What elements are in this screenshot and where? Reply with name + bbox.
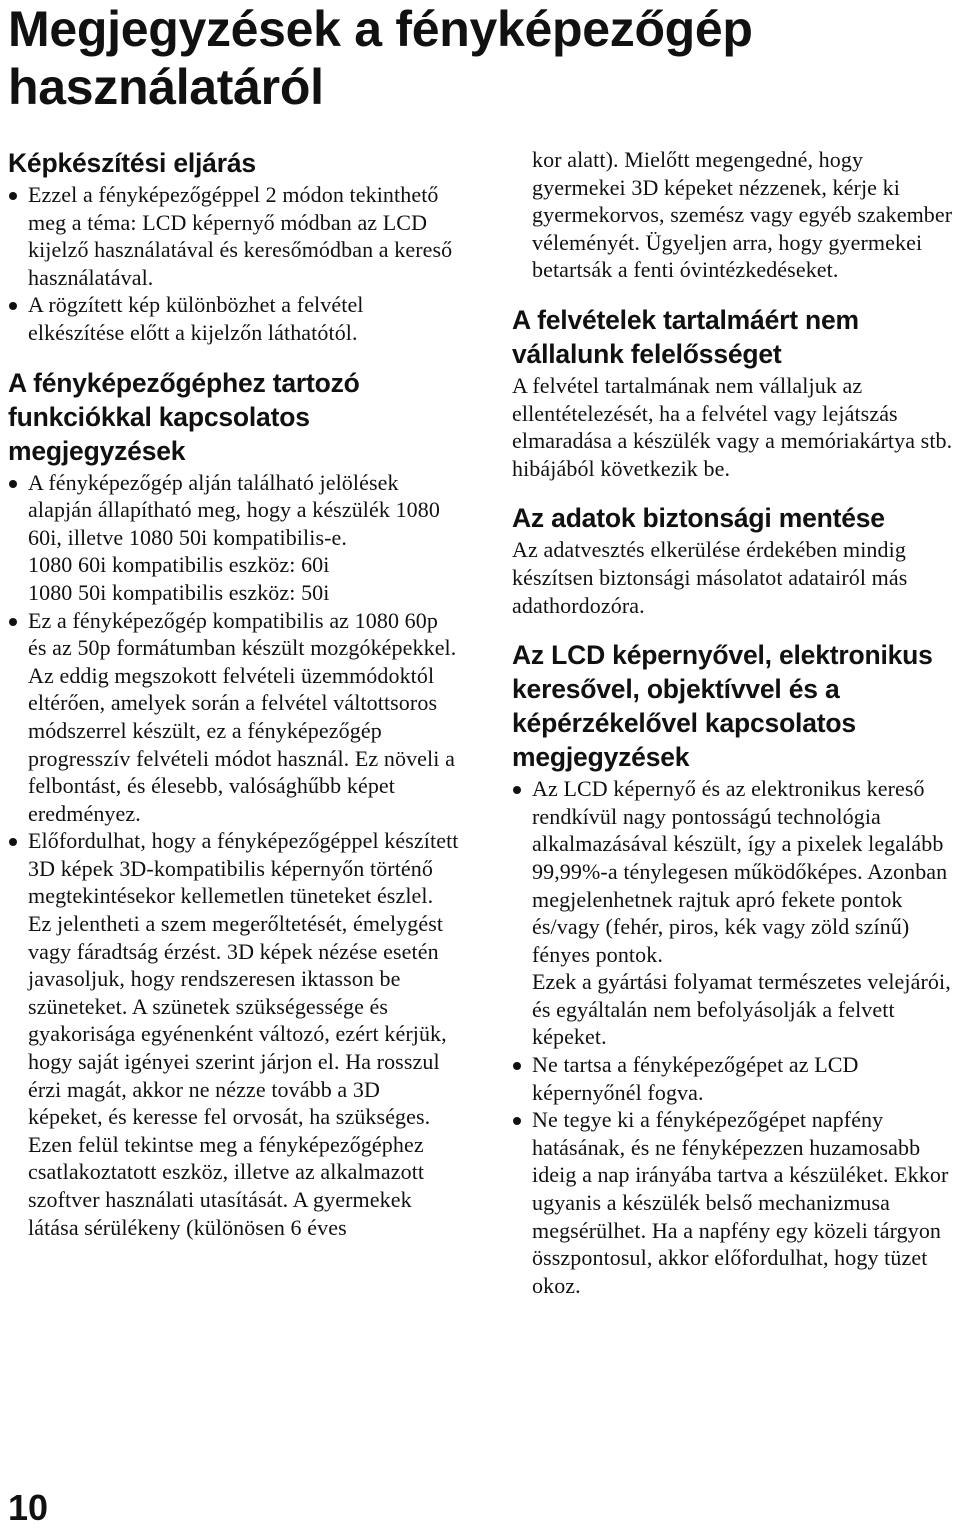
list-item: Ne tegye ki a fényképezőgépet napfény hatásának, és ne fényképezzen huzamosabb ideig a nap irányába tartva a készüléket. Ekkor ugyanis a készülék belső mechanizmusa megsérülhet. Ha a napfény egy közeli tárgyon összpontosul, akkor előfordulhat, hogy tüzet okoz. (512, 1106, 957, 1299)
section-heading-kepkeszitesi: Képkészítési eljárás (8, 148, 256, 178)
bullet-list-kepkeszitesi (8, 181, 460, 347)
bullet-list-lcd (512, 775, 957, 1299)
list-item (512, 775, 957, 1051)
compat-line-50i: 1080 50i kompatibilis eszköz: 50i (28, 579, 330, 605)
list-item: A rögzített kép különbözhet a felvétel elkészítése előtt a kijelzőn láthatótól. (8, 291, 460, 346)
list-item: Ne tartsa a fényképezőgépet az LCD képernyőnél fogva. (512, 1051, 957, 1106)
left-column (8, 146, 460, 1241)
page-number: 10 (8, 1487, 49, 1528)
list-item-text: A fényképezőgép alján található jelölések alapján állapítható meg, hogy a készülék 1080 60i, illetve 1080 50i kompatibilis-e. (28, 469, 440, 550)
list-item (8, 469, 460, 607)
page-title: Megjegyzések a fényképezőgép használatáról (8, 1, 753, 115)
list-item-note: Ezek a gyártási folyamat természetes velejárói, és egyáltalán nem befolyásolják a felvett képeket. (532, 969, 951, 1050)
bullet-list-funkciok (8, 469, 460, 1242)
list-item: Előfordulhat, hogy a fényképezőgéppel készített 3D képek 3D-kompatibilis képernyőn történő megtekintésekor kellemetlen tüneteket észlel. Ez jelentheti a szem megerőltetését, émelygést vagy fáradtság érzést. 3D képek nézése esetén javasoljuk, hogy rendszeresen iktasson be szüneteket. A szünetek szükségessége és gyakorisága egyénenként változó, ezért kérjük, hogy saját igényei szerint járjon el. Ha rosszul érzi magát, akkor ne nézze tovább a 3D képeket, és keresse fel orvosát, ha szükséges. Ezen felül tekintse meg a fényképezőgéphez csatlakoztatott eszköz, illetve az alkalmazott szoftver használati utasítását. A gyermekek látása sérülékeny (különösen 6 éves (8, 827, 460, 1241)
section-heading-funkciok: A fényképezőgéphez tartozó funkciókkal kapcsolatos megjegyzések (8, 367, 360, 466)
list-item: Ezzel a fényképezőgéppel 2 módon tekinthető meg a téma: LCD képernyő módban az LCD kijelző használatával és keresőmódban a kereső használatával. (8, 181, 460, 291)
section-heading-tartalom: A felvételek tartalmáért nem vállalunk felelősséget (512, 304, 859, 369)
section-body-mentes: Az adatvesztés elkerülése érdekében mindig készítsen biztonsági másolatot adatairól más adathordozóra. (512, 537, 908, 618)
section-heading-mentes: Az adatok biztonsági mentése (512, 503, 885, 534)
continuation-text: kor alatt). Mielőtt megengedné, hogy gyermekei 3D képeket nézzenek, kérje ki gyermekorvos, szemész vagy egyéb szakember véleményét. Ügyeljen arra, hogy gyermekei betartsák a fenti óvintézkedéseket. (532, 147, 953, 283)
section-body-tartalom: A felvétel tartalmának nem vállaljuk az ellentételezését, ha a felvétel vagy lejátszás elmaradása a készülék vagy a memóriakártya stb. hibájából következik be. (512, 372, 953, 481)
section-heading-lcd: Az LCD képernyővel, elektronikus keresővel, objektívvel és a képérzékelővel kapcsolatos megjegyzések (512, 640, 933, 773)
list-item: Ez a fényképezőgép kompatibilis az 1080 60p és az 50p formátumban készült mozgóképekkel. Az eddig megszokott felvételi üzemmódoktól eltérően, amelyek során a felvétel váltottsoros módszerrel készült, ez a fényképezőgép progresszív felvételi módot használ. Ez növeli a felbontást, és élesebb, valósághűbb képet eredményez. (8, 607, 460, 828)
list-item-text: Az LCD képernyő és az elektronikus kereső rendkívül nagy pontosságú technológia alkalmazásával készült, így a pixelek legalább 99,99%-a ténylegesen működőképes. Azonban megjelenhetnek rajtuk apró fekete pontok és/vagy (fehér, piros, kék vagy zöld színű) fényes pontok. (532, 776, 948, 967)
right-column (512, 146, 957, 1299)
compat-line-60i: 1080 60i kompatibilis eszköz: 60i (28, 552, 330, 578)
